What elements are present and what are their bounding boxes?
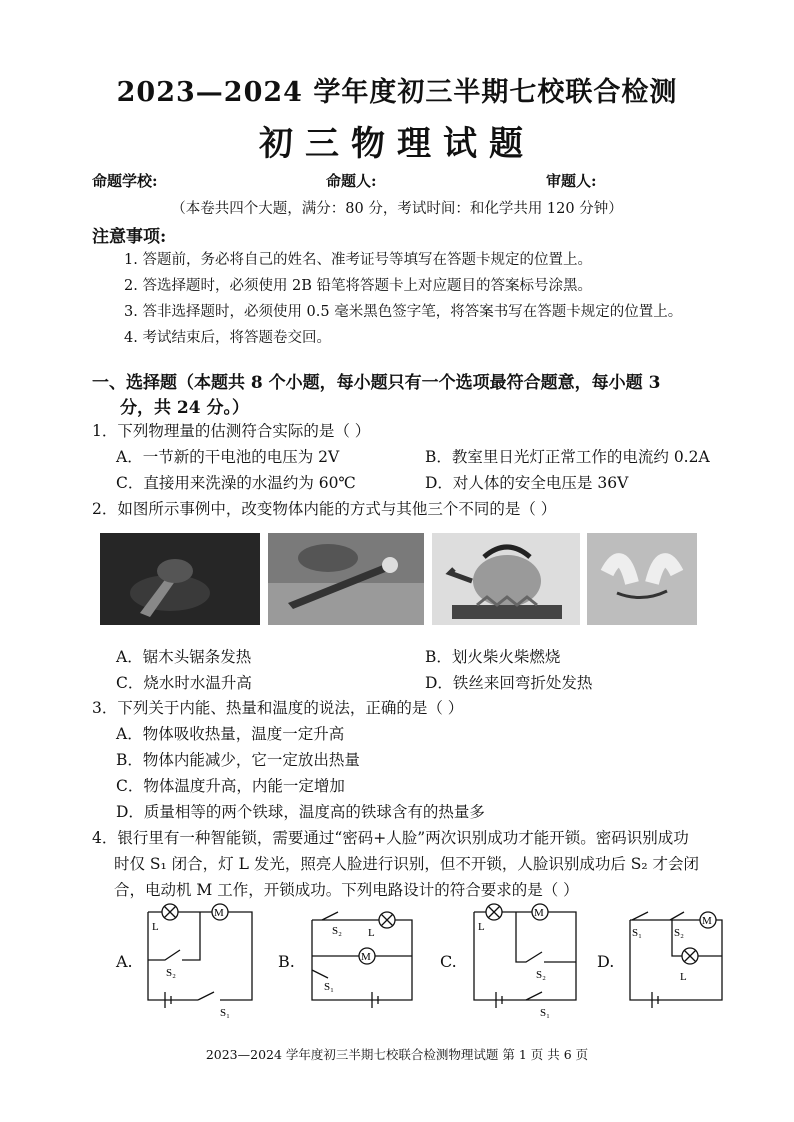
subject-title: 初三物理试题 [259, 124, 535, 164]
circuit-d-s2-label: S₂ [674, 927, 684, 939]
q1-option-a: A．一节新的干电池的电压为 2V [116, 448, 340, 466]
circuit-c-s1-label: S₁ [540, 1007, 550, 1019]
notice-item: 2. 答选择题时，必须使用 2B 铅笔将答题卡上对应题目的答案标号涂黑。 [124, 278, 593, 294]
photo-kettle-boiling [432, 533, 580, 625]
q3-stem: 3．下列关于内能、热量和温度的说法，正确的是（ ） [92, 699, 464, 717]
q3-option-c: C．物体温度升高，内能一定增加 [116, 777, 345, 795]
circuit-c-label: C. [440, 952, 457, 971]
circuit-b-s1-label: S₁ [324, 981, 334, 993]
q3-option-a: A．物体吸收热量，温度一定升高 [116, 725, 345, 743]
q4-stem-line3: 合，电动机 M 工作，开锁成功。下列电路设计的符合要求的是（ ） [114, 881, 579, 899]
q1-option-d: D．对人体的安全电压是 36V [425, 474, 629, 492]
circuit-c-lamp-label: L [478, 921, 485, 933]
notice-item: 4. 考试结束后，将答题卷交回。 [124, 330, 331, 346]
section-heading-cont: 分，共 24 分。） [120, 398, 249, 418]
circuit-a-s2-label: S₂ [166, 967, 176, 979]
q1-stem: 1．下列物理量的估测符合实际的是（ ） [92, 422, 371, 440]
circuit-c-diagram [466, 900, 586, 1020]
section-heading: 一、选择题（本题共 8 个小题，每小题只有一个选项最符合题意，每小题 3 [92, 373, 661, 393]
q4-stem-line2: 时仅 S₁ 闭合，灯 L 发光，照亮人脸进行识别，但不开锁，人脸识别成功后 S₂ 才会闭 [114, 855, 700, 873]
photo-bending-wire [587, 533, 697, 625]
page-footer: 2023—2024 学年度初三半期七校联合检测物理试题 第 1 页 共 6 页 [205, 1047, 589, 1062]
photo-sawing-wood [100, 533, 260, 625]
circuit-a-diagram [140, 900, 260, 1020]
circuit-a-s1-label: S₁ [220, 1007, 230, 1019]
notice-item: 1. 答题前，务必将自己的姓名、准考证号等填写在答题卡规定的位置上。 [124, 252, 592, 268]
circuit-d-motor-label: M [702, 915, 712, 927]
notice-heading: 注意事项: [92, 227, 167, 247]
exam-note: （本卷共四个大题，满分：80 分，考试时间：和化学共用 120 分钟） [171, 201, 623, 217]
q1-option-c: C．直接用来洗澡的水温约为 60℃ [116, 474, 356, 492]
q2-option-d: D．铁丝来回弯折处发热 [425, 674, 593, 692]
circuit-b-lamp-label: L [368, 927, 375, 939]
circuit-d-diagram [622, 900, 734, 1020]
q2-option-b: B．划火柴火柴燃烧 [425, 648, 561, 666]
reviewer-label: 审题人: [546, 172, 597, 190]
notice-item: 3. 答非选择题时，必须使用 0.5 毫米黑色签字笔，将答案书写在答题卡规定的位置上。 [124, 304, 683, 320]
q4-stem-line1: 4．银行里有一种智能锁，需要通过“密码+人脸”两次识别成功才能开锁。密码识别成功 [92, 829, 689, 847]
circuit-a-lamp-label: L [152, 921, 159, 933]
school-label: 命题学校: [92, 172, 158, 190]
circuit-b-diagram [302, 900, 422, 1020]
circuit-d-s1-label: S₁ [632, 927, 642, 939]
circuit-b-s2-label: S₂ [332, 925, 342, 937]
circuit-c-motor-label: M [534, 907, 544, 919]
circuit-a-label: A. [116, 952, 133, 971]
circuit-d-label: D. [597, 952, 615, 971]
circuit-b-label: B. [278, 952, 295, 971]
author-label: 命题人: [326, 172, 377, 190]
q1-option-b: B．教室里日光灯正常工作的电流约 0.2A [425, 448, 710, 466]
circuit-b-motor-label: M [361, 951, 371, 963]
q3-option-b: B．物体内能减少，它一定放出热量 [116, 751, 360, 769]
q2-stem: 2．如图所示事例中，改变物体内能的方式与其他三个不同的是（ ） [92, 500, 557, 518]
circuit-d-lamp-label: L [680, 971, 687, 983]
photo-striking-match [268, 533, 424, 625]
q2-option-a: A．锯木头锯条发热 [116, 648, 252, 666]
circuit-c-s2-label: S₂ [536, 969, 546, 981]
circuit-a-motor-label: M [214, 907, 224, 919]
q2-option-c: C．烧水时水温升高 [116, 674, 252, 692]
q3-option-d: D．质量相等的两个铁球，温度高的铁球含有的热量多 [116, 803, 485, 821]
exam-title: 2023—2024 学年度初三半期七校联合检测 [116, 77, 678, 108]
